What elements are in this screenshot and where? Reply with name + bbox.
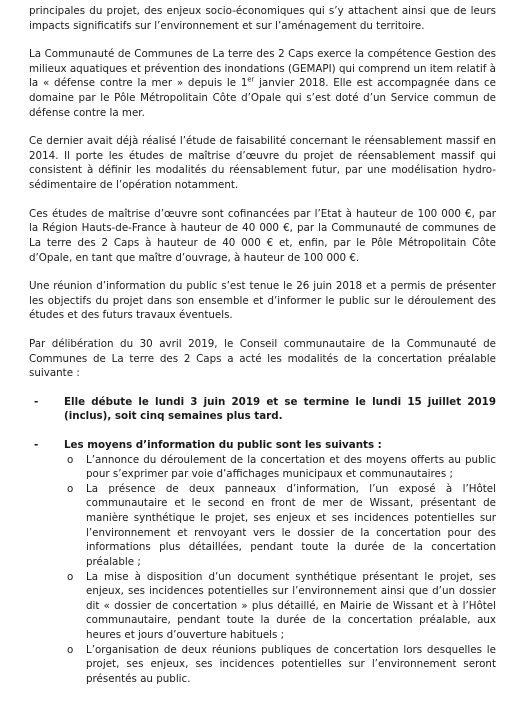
dash-bullet: - — [34, 395, 39, 408]
sublist-item-panels — [64, 482, 496, 570]
sublist-item-announcement — [64, 453, 496, 482]
list-item-information-means-text: Les moyens d’information du public sont les suivants : — [64, 439, 382, 452]
paragraph-intro-continuation: principales du projet, des enjeux socio-économiques qui s’y attachent ainsi que de leurs impacts significatifs sur l’environnement et sur l’aménagement du territoire. — [29, 5, 496, 32]
list-item-dates-text: Elle débute le lundi 3 juin 2019 et se termine le lundi 15 juillet 2019 (inclus), soit cinq semaines plus tard. — [64, 395, 496, 423]
list-item-information-means — [29, 438, 496, 686]
sublist-item-text: L’organisation de deux réunions publiques de concertation lors desquelles le projet, ses enjeux, ses incidences potentielles sur l’environnement seront présentés au public. — [86, 643, 496, 685]
paragraph-gemapi-part2: janvier 2018. Elle est accompagnée dans ce domaine par le Pôle Métropolitain Côte d’Opale qui s’est doté d’un Service commun de défense contre la mer. — [29, 77, 496, 119]
sublist-item-documents — [64, 570, 496, 643]
list-item-dates — [29, 395, 496, 424]
sublist-item-text: La présence de deux panneaux d’information, l’un exposé à l’Hôtel communautaire et le second en front de mer de Wissant, présentant de manière synthétique le projet, ses enjeux et ses incidences potentielles sur l’environnement et renvoyant vers le dossier de la concertation pour des informations plus détaillées, pendant toute la durée de la concertation préalable ; — [86, 482, 496, 568]
circle-bullet: o — [67, 570, 74, 583]
paragraph-public-meeting: Une réunion d’information du public s’est tenue le 26 juin 2018 et a permis de présenter les objectifs du projet dans son ensemble et d’informer le public sur le déroulement des études et des futurs travaux éventuels. — [29, 280, 496, 322]
ordinal-suffix: er — [247, 76, 255, 85]
information-means-sublist — [64, 453, 496, 687]
paragraph-gemapi — [29, 47, 496, 120]
circle-bullet: o — [67, 643, 74, 656]
paragraph-funding: Ces études de maîtrise d’œuvre sont cofinancées par l’Etat à hauteur de 100 000 €, par la Région Hauts-de-France à hauteur de 40 000 €, par la Communauté de communes de La terre des 2 Caps à hauteur de 40 000 € et, enfin, par le Pôle Métropolitain Côte d’Opale, en tant que maître d’ouvrage, à hauteur de 100 000 €. — [29, 207, 496, 264]
paragraph-gemapi-part1: La Communauté de Communes de La terre des 2 Caps exerce la compétence Gestion des milieux aquatiques et prévention des inondations (GEMAPI) qui comprend un item relatif à la « défense contre la mer » depuis le 1 — [29, 48, 496, 90]
paragraph-feasibility-study: Ce dernier avait déjà réalisé l’étude de faisabilité concernant le réensablement massif en 2014. Il porte les études de maîtrise d’œuvre du projet de réensablement massif qui consistent à définir les modalités du réensablement futur, par une modélisation hydro-sédimentaire de l’opération notamment. — [29, 135, 496, 192]
paragraph-deliberation: Par délibération du 30 avril 2019, le Conseil communautaire de la Communauté de Communes de La terre des 2 Caps a acté les modalités de la concertation préalable suivante : — [29, 337, 496, 380]
sublist-item-public-meetings — [64, 643, 496, 687]
concertation-modalities-list — [29, 395, 496, 687]
sublist-item-text: La mise à disposition d’un document synthétique présentant le projet, ses enjeux, ses incidences potentielles sur l’environnement ainsi que d’un dossier dit « dossier de concertation » plus détaillé, en Mairie de Wissant et à l’Hôtel communautaire, pendant toute la durée de la concertation préalable, aux heures et jours d’ouverture habituels ; — [86, 570, 496, 641]
sublist-item-text: L’annonce du déroulement de la concertation et des moyens offerts au public pour s’exprimer par voie d’affichages municipaux et communautaires ; — [86, 453, 496, 481]
circle-bullet: o — [67, 482, 74, 495]
dash-bullet: - — [34, 439, 39, 452]
circle-bullet: o — [67, 453, 74, 466]
